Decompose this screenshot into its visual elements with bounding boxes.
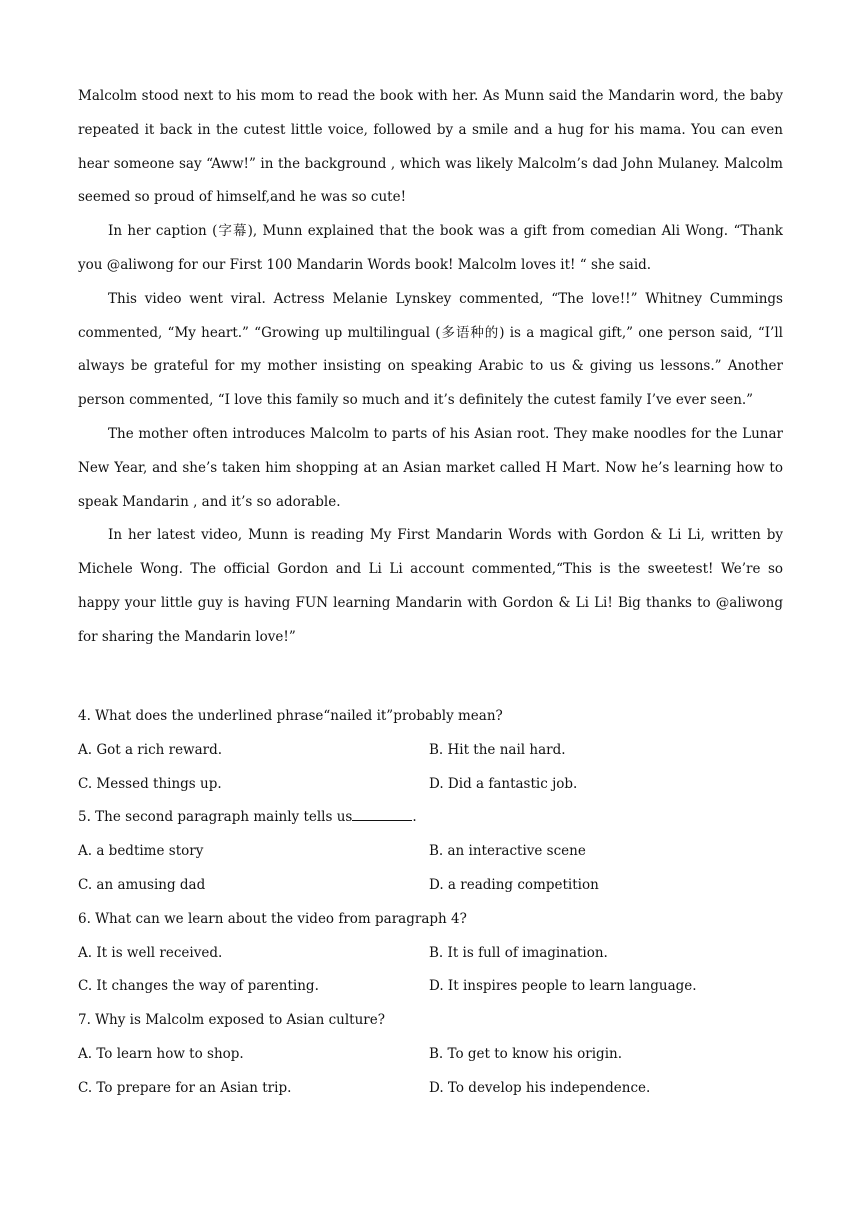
question-7-options-row-2	[78, 1072, 783, 1106]
question-4-option-c: C. Messed things up.	[78, 775, 222, 792]
question-5-options-row-2	[78, 869, 783, 903]
question-7-option-c: C. To prepare for an Asian trip.	[78, 1079, 292, 1096]
question-4-option-d: D. Did a fantastic job.	[429, 775, 578, 792]
passage-paragraph-2: In her caption (字幕), Munn explained that the book was a gift from comedian Ali Wong. “Thank you @aliwong for our First 100 Mandarin Words book! Malcolm loves it! “ she said.	[78, 223, 783, 273]
passage-paragraph-4: The mother often introduces Malcolm to parts of his Asian root. They make noodles for the Lunar New Year, and she’s taken him shopping at an Asian market called H Mart. Now he’s learning how to speak Mandarin , and it’s so adorable.	[78, 425, 783, 510]
reading-passage	[78, 80, 783, 655]
question-5-option-b: B. an interactive scene	[429, 843, 586, 860]
question-6-option-c: C. It changes the way of parenting.	[78, 978, 319, 995]
question-7-option-d: D. To develop his independence.	[429, 1079, 651, 1096]
question-7-options-row-1	[78, 1038, 783, 1072]
question-6-option-a: A. It is well received.	[78, 944, 223, 961]
question-7-stem: 7. Why is Malcolm exposed to Asian culture?	[78, 1012, 385, 1029]
question-4-option-b: B. Hit the nail hard.	[429, 741, 566, 758]
question-5-option-d: D. a reading competition	[429, 876, 599, 893]
question-6-option-d: D. It inspires people to learn language.	[429, 978, 697, 995]
question-5-option-c: C. an amusing dad	[78, 876, 206, 893]
question-5-stem-end: .	[412, 809, 417, 826]
question-6-options-row-2	[78, 970, 783, 1004]
question-6-options-row-1	[78, 937, 783, 971]
answer-blank	[352, 806, 412, 821]
question-4-stem: 4. What does the underlined phrase“nailed it”probably mean?	[78, 708, 503, 724]
passage-paragraph-3: This video went viral. Actress Melanie Lynskey commented, “The love!!” Whitney Cummings commented, “My heart.” “Growing up multilingual (多语种的) is a magical gift,” one person said, “I’ll always be grateful for my mother insisting on speaking Arabic to us & giving us lessons.” Another person commented, “I love this family so much and it’s definitely the cutest family I’ve ever seen.”	[78, 290, 783, 409]
question-5-option-a: A. a bedtime story	[78, 843, 204, 860]
question-list	[78, 700, 783, 1106]
question-6-option-b: B. It is full of imagination.	[429, 944, 608, 961]
question-4-option-a: A. Got a rich reward.	[78, 741, 223, 758]
question-5-stem: 5. The second paragraph mainly tells us	[78, 809, 353, 826]
question-4-options-row-2	[78, 768, 783, 802]
question-7-option-a: A. To learn how to shop.	[78, 1045, 244, 1062]
question-7-option-b: B. To get to know his origin.	[429, 1045, 622, 1062]
question-5-options-row-1	[78, 835, 783, 869]
question-5-stem-line	[78, 801, 783, 835]
question-4-options-row-1	[78, 734, 783, 768]
passage-paragraph-5: In her latest video, Munn is reading My First Mandarin Words with Gordon & Li Li, written by Michele Wong. The official Gordon and Li Li account commented,“This is the sweetest! We’re so happy your little guy is having FUN learning Mandarin with Gordon & Li Li! Big thanks to @aliwong for sharing the Mandarin love!”	[78, 527, 783, 645]
passage-paragraph-1: Malcolm stood next to his mom to read the book with her. As Munn said the Mandarin word, the baby repeated it back in the cutest little voice, followed by a smile and a hug for his mama. You can even hear someone say “Aww!” in the background , which was likely Malcolm’s dad John Mulaney. Malcolm seemed so proud of himself,and he was so cute!	[78, 88, 783, 206]
question-6-stem: 6. What can we learn about the video from paragraph 4?	[78, 910, 467, 927]
